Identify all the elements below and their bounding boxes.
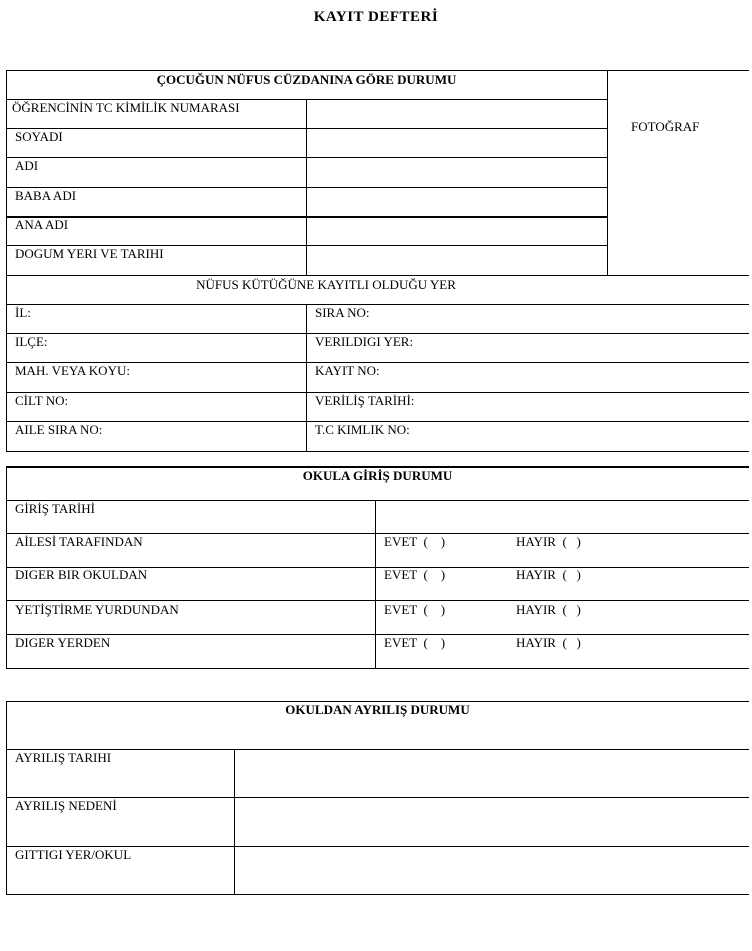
entry-no-family[interactable]: HAYIR ( ) [516,534,581,549]
identity-label-surname: SOYADI [15,129,63,144]
identity-label-birth: DOGUM YERI VE TARIHI [15,246,164,261]
registry-label-verilis: VERİLİŞ TARİHİ: [315,393,415,408]
identity-label-father: BABA ADI [15,188,77,203]
entry-label-other-school: DIGER BIR OKULDAN [15,567,148,582]
leave-field-reason[interactable] [235,798,749,846]
entry-yes-dormitory[interactable]: EVET ( ) [384,602,446,617]
registry-label-aile: AILE SIRA NO: [15,422,103,437]
entry-label-dormitory: YETİŞTİRME YURDUNDAN [15,602,179,617]
entry-date-label: GİRİŞ TARİHİ [15,501,95,516]
identity-header: ÇOCUĞUN NÜFUS CÜZDANINA GÖRE DURUMU [156,72,457,87]
entry-no-other-place[interactable]: HAYIR ( ) [516,635,581,650]
entry-yes-family[interactable]: EVET ( ) [384,534,446,549]
identity-label-tc: ÖĞRENCİNİN TC KİMİLİK NUMARASI [12,100,240,115]
registry-label-sira: SIRA NO: [315,305,370,320]
leave-field-destination[interactable] [235,847,749,894]
leave-label-destination: GITTIGI YER/OKUL [15,847,132,862]
registry-header: NÜFUS KÜTÜĞÜNE KAYITLI OLDUĞU YER [196,277,456,292]
page-title: KAYIT DEFTERİ [313,9,439,25]
entry-no-dormitory[interactable]: HAYIR ( ) [516,602,581,617]
registry-label-kayit: KAYIT NO: [315,363,380,378]
registry-label-mahalle: MAH. VEYA KOYU: [15,363,130,378]
identity-field-birth[interactable] [307,246,607,275]
registry-label-verildigi: VERILDIGI YER: [315,334,414,349]
entry-yes-other-place[interactable]: EVET ( ) [384,635,446,650]
registry-label-ilce: ILÇE: [15,334,48,349]
entry-label-family: AİLESİ TARAFINDAN [15,534,143,549]
identity-field-tc[interactable] [307,100,607,128]
entry-label-other-place: DIGER YERDEN [15,635,111,650]
identity-label-mother: ANA ADI [15,217,69,232]
registry-label-tc: T.C KIMLIK NO: [315,422,410,437]
entry-no-other-school[interactable]: HAYIR ( ) [516,567,581,582]
leave-header: OKULDAN AYRILIŞ DURUMU [285,702,470,717]
entry-date-field[interactable] [376,501,749,533]
entry-header: OKULA GİRİŞ DURUMU [302,468,453,483]
identity-field-father[interactable] [307,188,607,216]
identity-field-name[interactable] [307,158,607,186]
identity-label-name: ADI [15,158,39,173]
registry-label-cilt: CİLT NO: [15,393,69,408]
entry-yes-other-school[interactable]: EVET ( ) [384,567,446,582]
identity-field-surname[interactable] [307,129,607,157]
registry-label-il: İL: [15,305,31,320]
identity-field-mother[interactable] [307,218,607,245]
leave-field-date[interactable] [235,750,749,797]
leave-label-reason: AYRILIŞ NEDENİ [15,798,117,813]
photo-label: FOTOĞRAF [631,119,700,134]
leave-label-date: AYRILIŞ TARIHI [15,750,112,765]
